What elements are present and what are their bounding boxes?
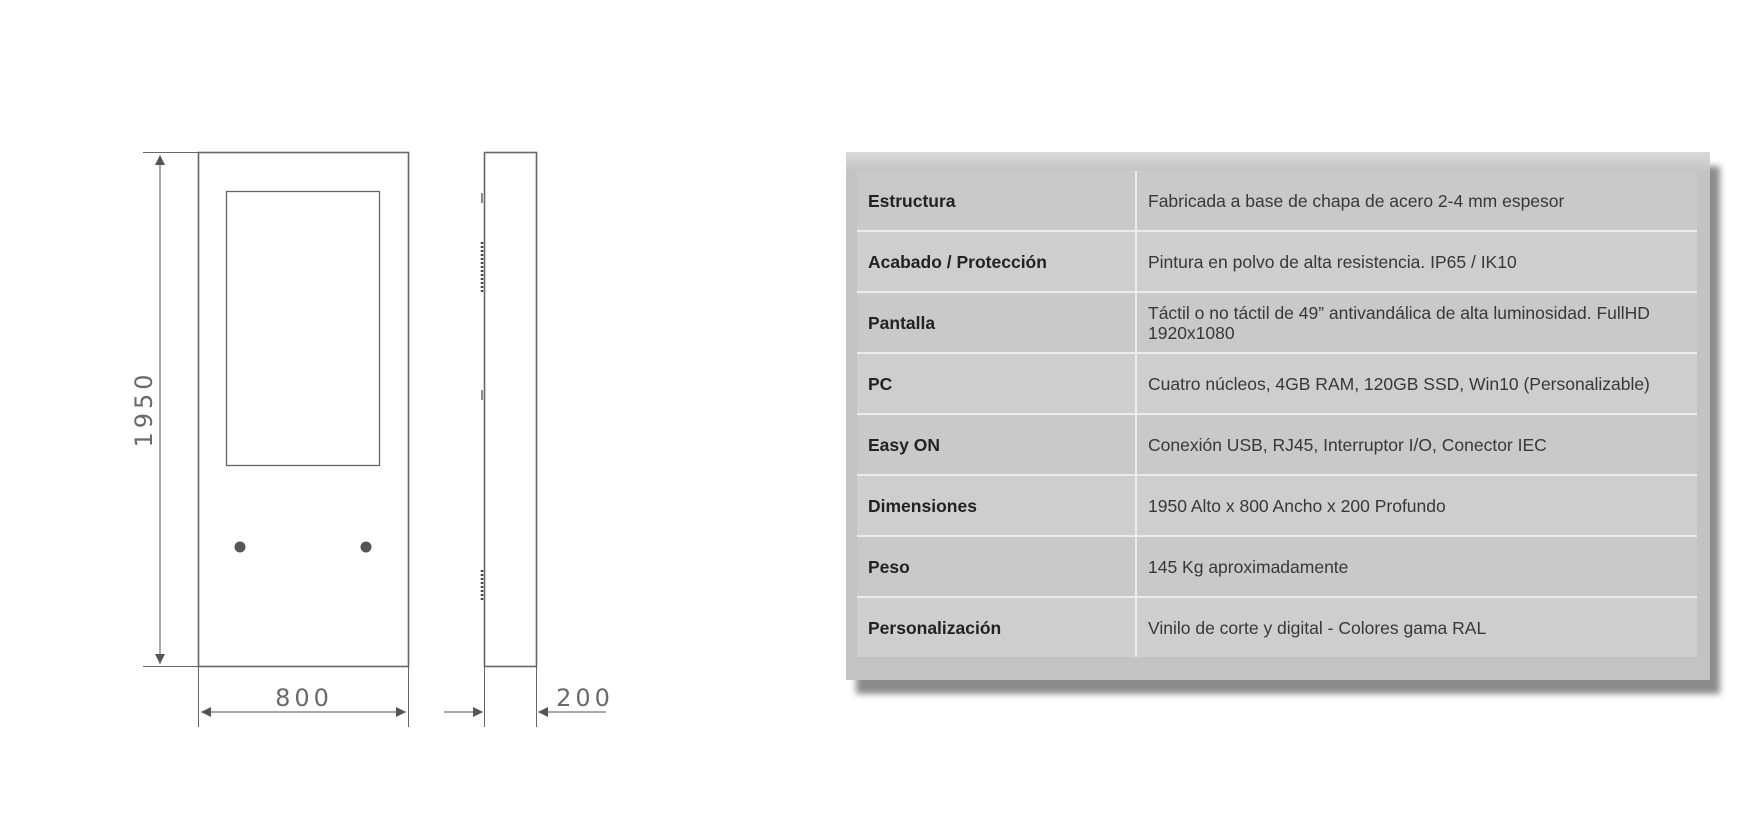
kiosk-technical-drawing bbox=[0, 0, 700, 833]
spec-row-estructura bbox=[857, 171, 1697, 231]
spec-label: Dimensiones bbox=[857, 475, 1136, 536]
spec-value: Táctil o no táctil de 49” antivandálica de alta luminosidad. FullHD 1920x1080 bbox=[1136, 292, 1697, 353]
side-view bbox=[482, 153, 537, 667]
spec-value: Conexión USB, RJ45, Interruptor I/O, Conector IEC bbox=[1136, 414, 1697, 475]
spec-value: Pintura en polvo de alta resistencia. IP65 / IK10 bbox=[1136, 231, 1697, 292]
spec-label: PC bbox=[857, 353, 1136, 414]
depth-label: 200 bbox=[556, 684, 614, 712]
spec-label: Estructura bbox=[857, 171, 1136, 231]
spec-row-personalizacion bbox=[857, 597, 1697, 657]
height-label: 1950 bbox=[130, 370, 158, 448]
spec-label: Peso bbox=[857, 536, 1136, 597]
kiosk-front-outline bbox=[199, 153, 409, 667]
spec-label: Pantalla bbox=[857, 292, 1136, 353]
specifications-table bbox=[857, 171, 1697, 657]
spec-value: 145 Kg aproximadamente bbox=[1136, 536, 1697, 597]
kiosk-side-outline bbox=[485, 153, 537, 667]
spec-row-easy-on bbox=[857, 414, 1697, 475]
screen-outline bbox=[227, 192, 380, 466]
spec-label: Easy ON bbox=[857, 414, 1136, 475]
spec-value: Fabricada a base de chapa de acero 2-4 mm espesor bbox=[1136, 171, 1697, 231]
spec-value: Vinilo de corte y digital - Colores gama RAL bbox=[1136, 597, 1697, 657]
spec-value: 1950 Alto x 800 Ancho x 200 Profundo bbox=[1136, 475, 1697, 536]
spec-row-pantalla bbox=[857, 292, 1697, 353]
button-left bbox=[235, 542, 246, 553]
spec-label: Personalización bbox=[857, 597, 1136, 657]
spec-row-acabado bbox=[857, 231, 1697, 292]
specifications-panel bbox=[846, 152, 1710, 680]
spec-row-peso bbox=[857, 536, 1697, 597]
spec-row-pc bbox=[857, 353, 1697, 414]
spec-label: Acabado / Protección bbox=[857, 231, 1136, 292]
spec-row-dimensiones bbox=[857, 475, 1697, 536]
front-view bbox=[199, 153, 409, 667]
button-right bbox=[361, 542, 372, 553]
width-label: 800 bbox=[275, 684, 333, 712]
spec-value: Cuatro núcleos, 4GB RAM, 120GB SSD, Win10 (Personalizable) bbox=[1136, 353, 1697, 414]
